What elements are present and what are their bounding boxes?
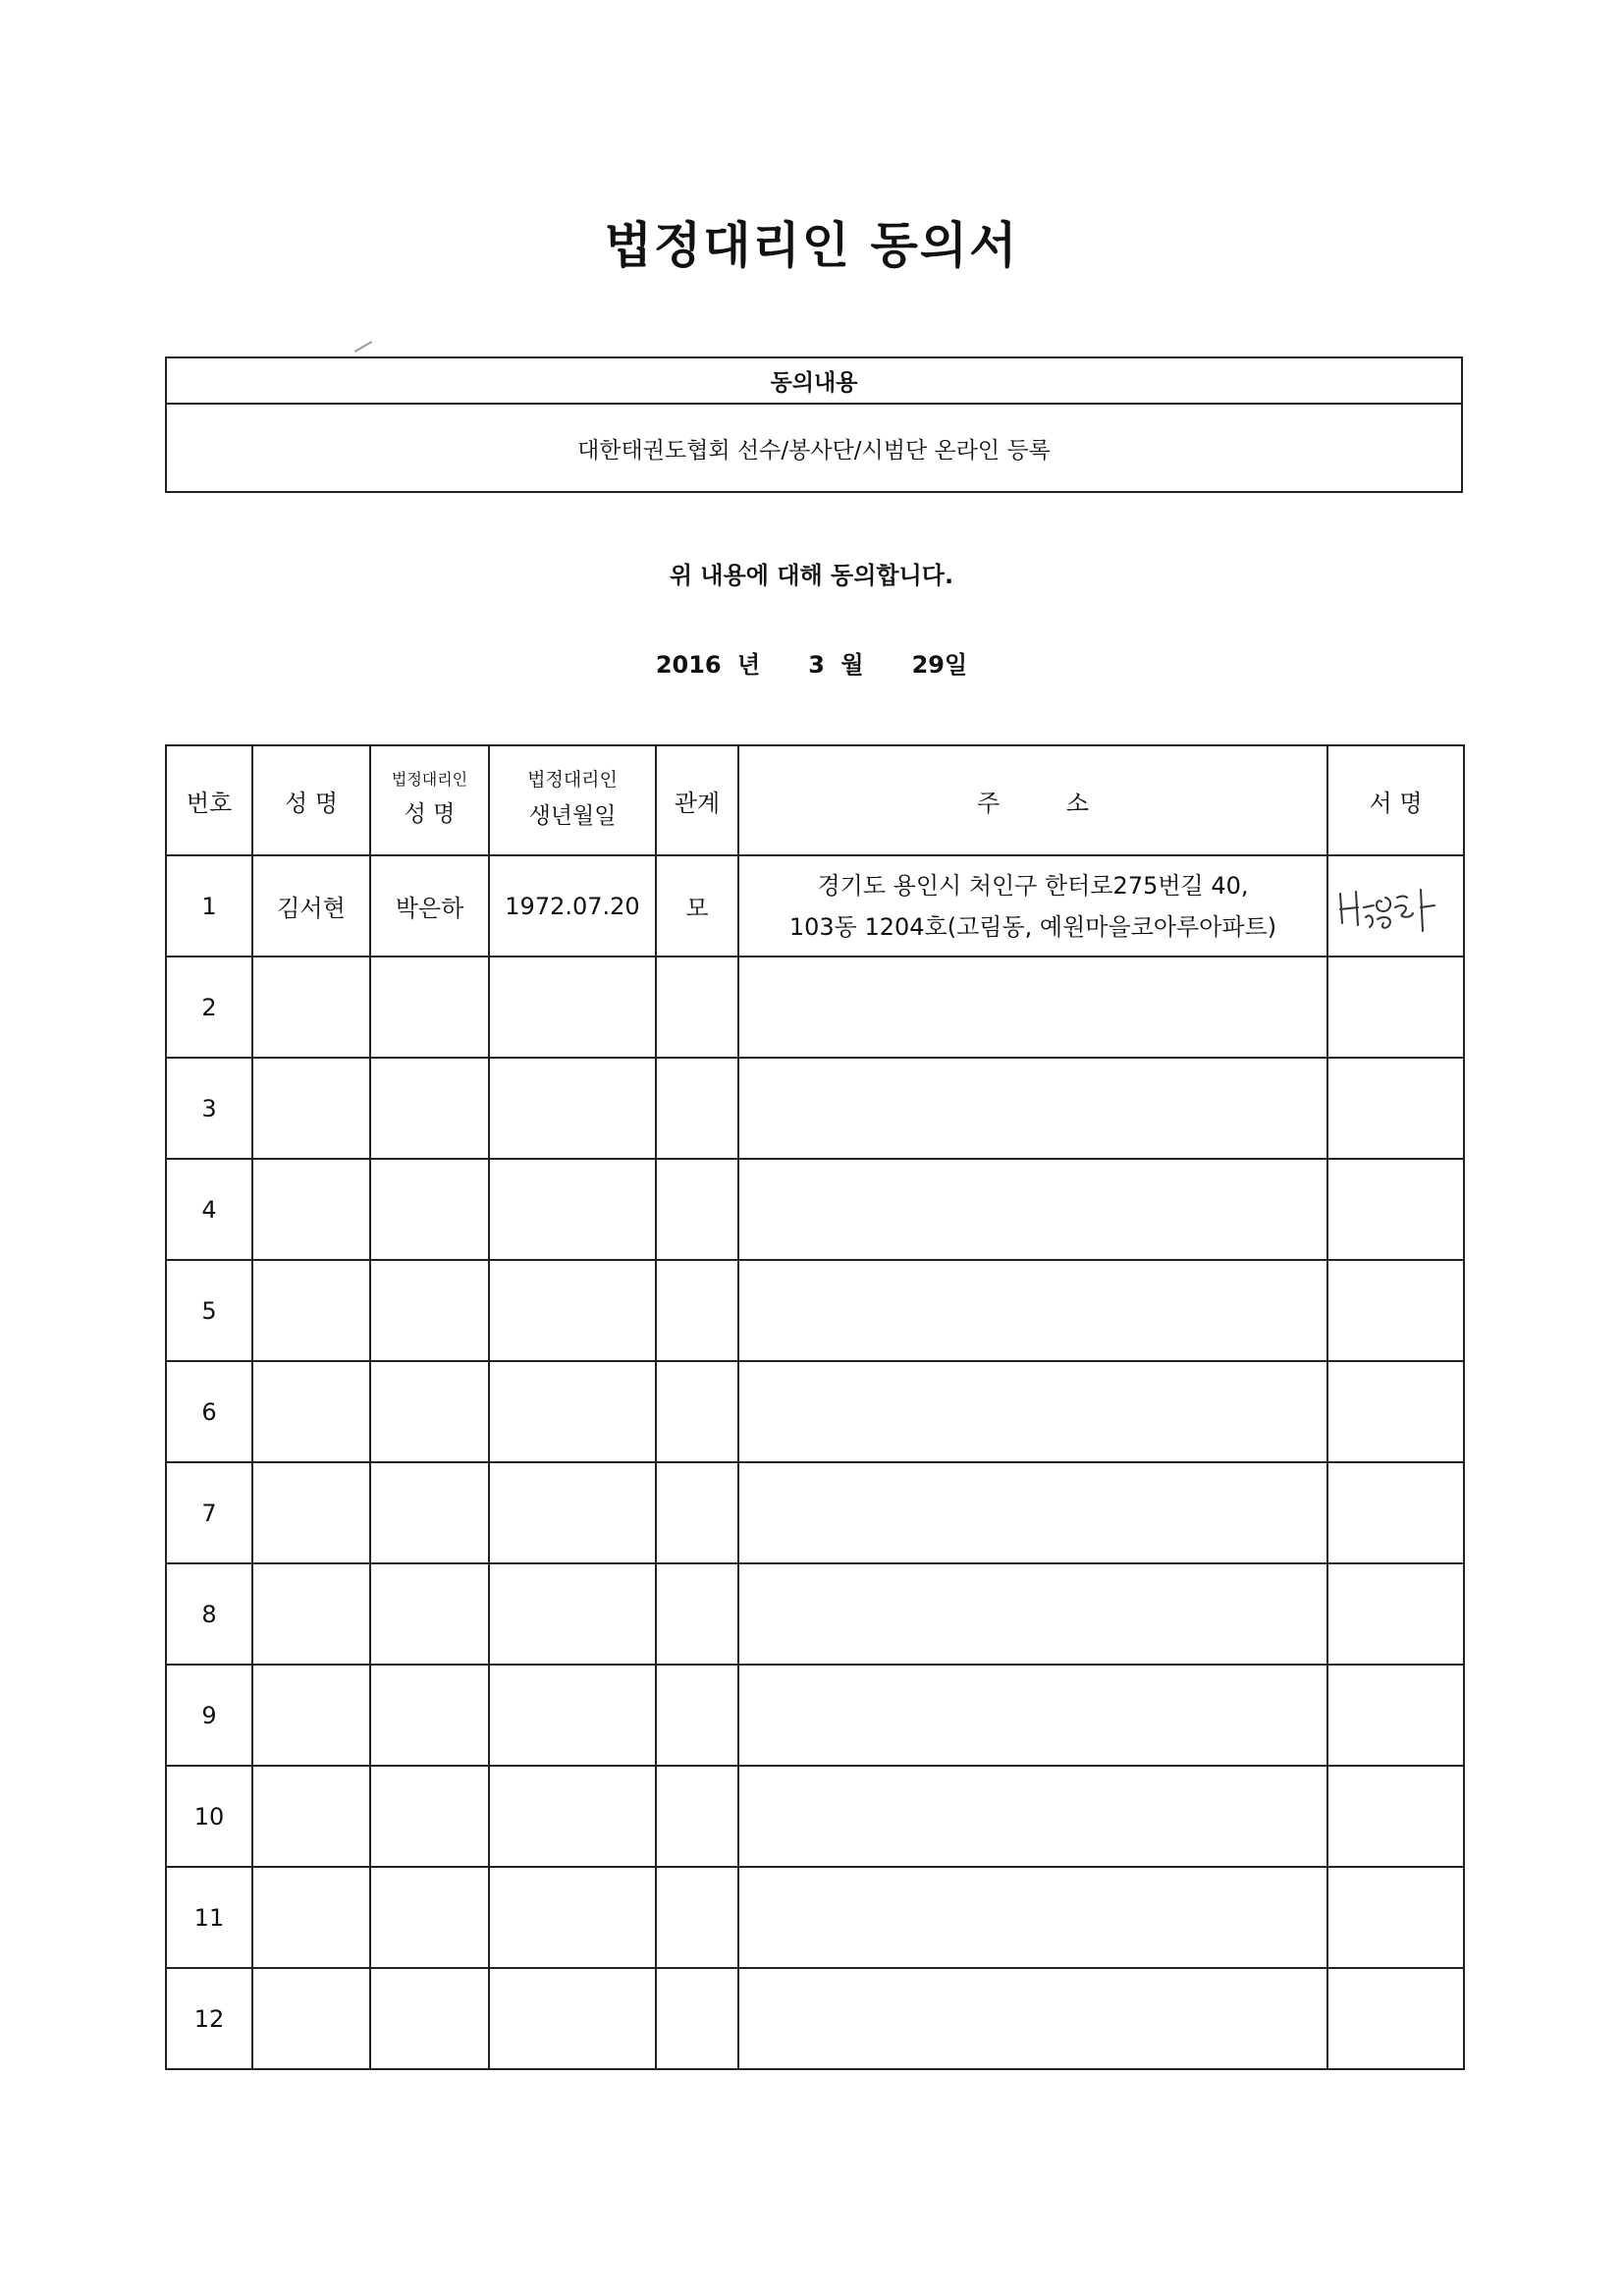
- row-no: 8: [166, 1563, 252, 1665]
- row-address-line2: 103동 1204호(고림동, 예원마을코아루아파트): [788, 912, 1277, 941]
- header-guardian-name: [370, 745, 489, 855]
- row-no: 10: [166, 1766, 252, 1867]
- header-no: 번호: [166, 745, 252, 855]
- row-no: 12: [166, 1968, 252, 2069]
- row-guardian-name: 박은하: [370, 855, 489, 957]
- table-row: [166, 1867, 1464, 1968]
- row-birth: 1972.07.20: [489, 855, 656, 957]
- registration-table: [165, 744, 1465, 2070]
- table-row: [166, 1260, 1464, 1361]
- header-address: 주 소: [738, 745, 1327, 855]
- row-no: 9: [166, 1665, 252, 1766]
- table-row: [166, 1563, 1464, 1665]
- header-guardian-birth-top: 법정대리인: [527, 769, 618, 792]
- row-relation: 모: [656, 855, 738, 957]
- table-row: [166, 957, 1464, 1058]
- table-row: [166, 1968, 1464, 2069]
- table-row: [166, 1058, 1464, 1159]
- row-no: 5: [166, 1260, 252, 1361]
- handwritten-signature: [1332, 872, 1460, 941]
- page-title: 법정대리인 동의서: [604, 217, 1019, 274]
- table-row: [166, 855, 1464, 957]
- header-signature: 서 명: [1327, 745, 1464, 855]
- row-no: 7: [166, 1462, 252, 1563]
- header-guardian-name-top: 법정대리인: [391, 769, 468, 789]
- date-day: 29일: [911, 651, 968, 679]
- header-name: 성 명: [252, 745, 370, 855]
- row-address-line1: 경기도 용인시 처인구 한터로275번길 40,: [817, 871, 1249, 900]
- row-no: 4: [166, 1159, 252, 1260]
- row-address: [738, 855, 1327, 957]
- consent-content: 대한태권도협회 선수/봉사단/시범단 온라인 등록: [577, 437, 1051, 464]
- table-row: [166, 1159, 1464, 1260]
- agree-statement: 위 내용에 대해 동의합니다.: [669, 562, 954, 589]
- date-line: [0, 645, 1623, 680]
- table-row: [166, 1665, 1464, 1766]
- header-guardian-birth-bottom: 생년월일: [528, 803, 617, 830]
- row-name: 김서현: [252, 855, 370, 957]
- date-year-unit: 년: [736, 651, 761, 679]
- row-signature: [1327, 855, 1464, 957]
- row-no: 2: [166, 957, 252, 1058]
- table-header-row: [166, 745, 1464, 855]
- date-year: 2016: [655, 651, 722, 679]
- row-no: 1: [166, 855, 252, 957]
- date-month: 3: [808, 651, 825, 679]
- consent-heading: 동의내용: [167, 358, 1461, 405]
- row-no: 11: [166, 1867, 252, 1968]
- header-guardian-birth: [489, 745, 656, 855]
- table-row: [166, 1462, 1464, 1563]
- header-relation: 관계: [656, 745, 738, 855]
- date-month-unit: 월: [840, 651, 864, 679]
- row-no: 6: [166, 1361, 252, 1462]
- header-guardian-name-bottom: 성 명: [404, 800, 456, 827]
- table-row: [166, 1361, 1464, 1462]
- scan-mark: [354, 341, 372, 353]
- row-no: 3: [166, 1058, 252, 1159]
- table-row: [166, 1766, 1464, 1867]
- consent-box: [165, 356, 1463, 493]
